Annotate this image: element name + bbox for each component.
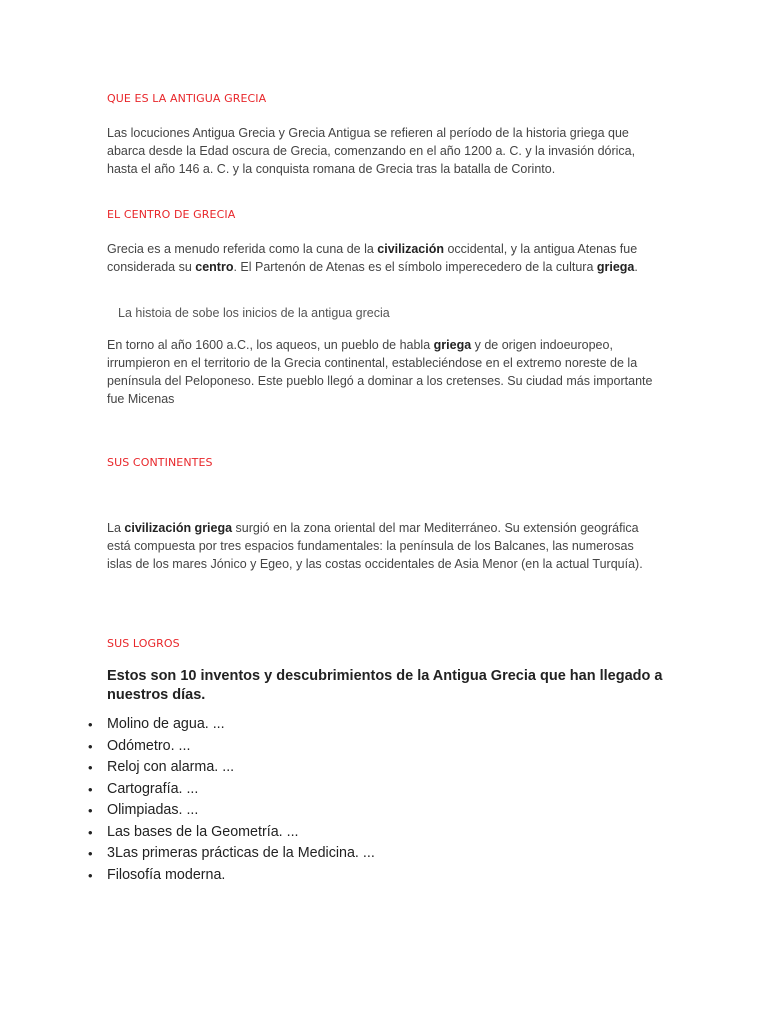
heading-continentes: SUS CONTINENTES [107,456,213,469]
list-item [88,757,375,779]
list-item-text: Las bases de la Geometría. ... [107,823,299,840]
list-item [88,779,375,801]
bold-civilizacion-griega: civilización griega [124,521,233,535]
heading-logros: SUS LOGROS [107,637,180,650]
bullet-icon: • [88,760,93,775]
bullet-icon: • [88,824,93,840]
bold-griega-2: griega [433,338,472,352]
list-item-text: Reloj con alarma. ... [107,759,235,775]
list-item [88,822,375,844]
list-item-text: 3Las primeras prácticas de la Medicina. ... [107,845,375,861]
bold-civilizacion: civilización [377,242,444,256]
list-item [88,865,375,887]
logros-title: Estos son 10 inventos y descubrimientos de la Antigua Grecia que han llegado a nuestros días. [107,668,663,703]
heading-centro: EL CENTRO DE GRECIA [107,208,236,221]
list-item [88,800,375,822]
subheading-historia: La histoia de sobe los inicios de la antigua grecia [118,306,390,320]
list-item-text: Cartografía. ... [107,780,199,797]
bullet-icon: • [88,738,93,754]
list-item [88,843,375,865]
paragraph-continentes: La civilización griega surgió en la zona oriental del mar Mediterráneo. Su extensión geográfica está compuesta por tres espacios fundamentales: la península de los Balcanes, las numerosas islas de los mares Jónico y Egeo, y las costas occidentales de Asia Menor (en la actual Turquía). [107,521,643,571]
paragraph-centro: Grecia es a menudo referida como la cuna de la civilización occidental, y la antigua Atenas fue considerada su centro. El Partenón de Atenas es el símbolo imperecedero de la cultura griega. [107,242,638,274]
list-item-text: Odómetro. ... [107,737,191,754]
heading-que-es: QUE ES LA ANTIGUA GRECIA [107,92,267,105]
bold-centro: centro [195,260,234,274]
list-item [88,714,375,736]
list-item [88,736,375,758]
bullet-icon: • [88,867,93,883]
bullet-icon: • [88,781,93,797]
list-item-text: Filosofía moderna. [107,866,226,883]
list-item-text: Olimpiadas. ... [107,802,199,818]
paragraph-definicion: Las locuciones Antigua Grecia y Grecia Antigua se refieren al período de la historia griega que abarca desde la Edad oscura de Grecia, comenzando en el año 1200 a. C. y la invasión dórica, hasta el año 146 a. C. y la conquista romana de Grecia tras la batalla de Corinto. [107,126,636,176]
bullet-icon: • [88,803,93,818]
logros-list [88,714,375,886]
bold-griega: griega [596,260,635,274]
paragraph-aqueos: En torno al año 1600 a.C., los aqueos, un pueblo de habla griega y de origen indoeuropeo, irrumpieron en el territorio de la Grecia continental, estableciéndose en el extremo noreste de la península del Peloponeso. Este pueblo llegó a dominar a los cretenses. Su ciudad más importante fue Micenas [107,338,653,406]
bullet-icon: • [88,846,93,861]
list-item-text: Molino de agua. ... [107,716,225,732]
bullet-icon: • [88,717,93,732]
